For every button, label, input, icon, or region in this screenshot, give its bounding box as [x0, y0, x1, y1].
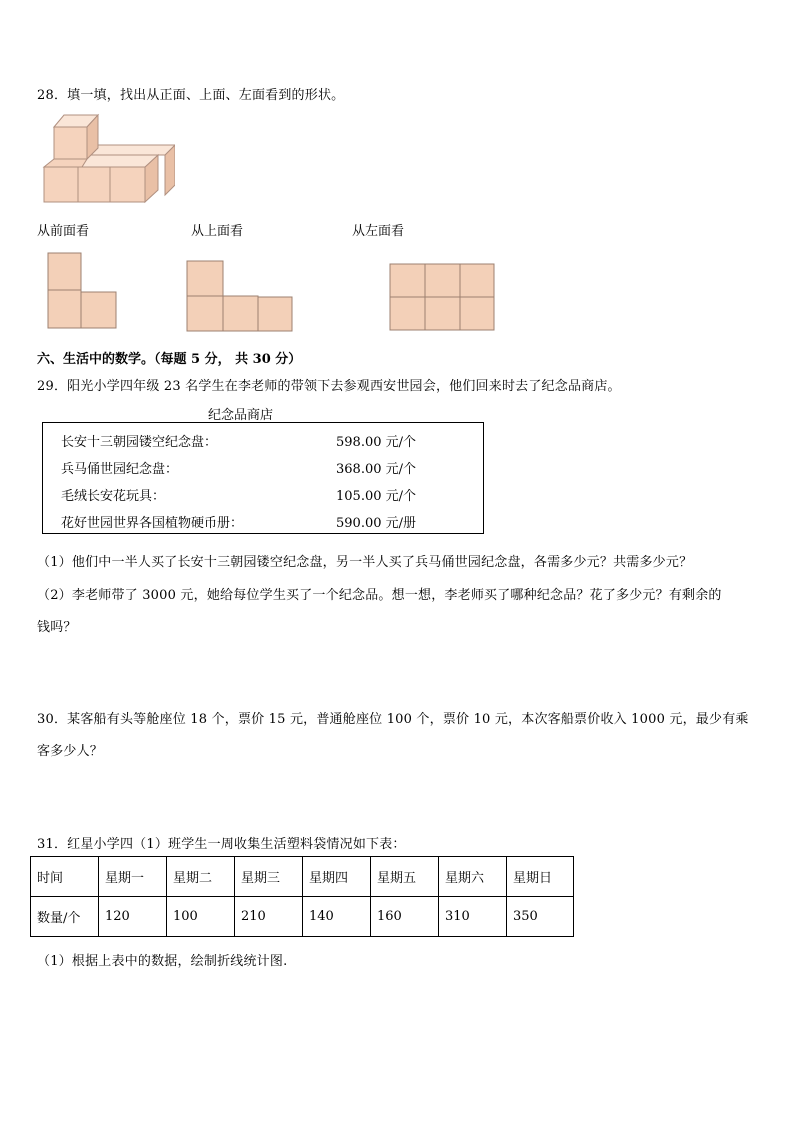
table-cell: 星期三: [235, 857, 303, 897]
item-name: 兵马俑世园纪念盘：: [61, 462, 179, 477]
q29-text: 29．阳光小学四年级 23 名学生在李老师的带领下去参观西安世园会，他们回来时去了纪念品商店。: [37, 379, 621, 394]
table-header-row: [31, 857, 574, 897]
table-cell: 数量/个: [31, 897, 99, 937]
cube-stack-figure: [40, 110, 175, 205]
item-name: 毛绒长安花玩具：: [61, 489, 166, 504]
table-cell: 310: [439, 897, 507, 937]
item-price: 105.00 元/个: [336, 489, 416, 504]
q31-sub1: （1）根据上表中的数据，绘制折线统计图.: [37, 954, 288, 969]
view-label-left: 从左面看: [352, 224, 405, 239]
shop-title: 纪念品商店: [208, 408, 274, 423]
table-cell: 350: [507, 897, 574, 937]
item-price: 368.00 元/个: [336, 462, 416, 477]
item-price: 590.00 元/册: [336, 516, 416, 531]
table-cell: 120: [99, 897, 167, 937]
item-name: 长安十三朝园镂空纪念盘：: [61, 435, 218, 450]
table-cell: 210: [235, 897, 303, 937]
table-row: [31, 897, 574, 937]
q29-sub2-line1: （2）李老师带了 3000 元，她给每位学生买了一个纪念品。想一想，李老师买了哪种纪念品？花了多少元？有剩余的: [37, 588, 722, 603]
top-view-figure: [186, 260, 294, 333]
item-price: 598.00 元/个: [336, 435, 416, 450]
q28-text: 28．填一填，找出从正面、上面、左面看到的形状。: [37, 88, 345, 103]
q29-sub2-line2: 钱吗？: [37, 620, 77, 635]
q29-sub1: （1）他们中一半人买了长安十三朝园镂空纪念盘，另一半人买了兵马俑世园纪念盘，各需多少元？共需多少元？: [37, 555, 693, 570]
item-name: 花好世园世界各国植物硬币册：: [61, 516, 244, 531]
table-cell: 160: [371, 897, 439, 937]
table-cell: 星期五: [371, 857, 439, 897]
q30-line2: 客多少人？: [37, 744, 104, 759]
left-view-figure: [389, 263, 497, 333]
view-label-top: 从上面看: [191, 224, 244, 239]
table-cell: 140: [303, 897, 371, 937]
view-label-front: 从前面看: [37, 224, 90, 239]
front-view-figure: [47, 252, 119, 332]
table-cell: 星期六: [439, 857, 507, 897]
q31-text: 31．红星小学四（1）班学生一周收集生活塑料袋情况如下表：: [37, 837, 406, 852]
table-cell: 时间: [31, 857, 99, 897]
table-cell: 星期一: [99, 857, 167, 897]
table-cell: 100: [167, 897, 235, 937]
table-cell: 星期日: [507, 857, 574, 897]
table-cell: 星期四: [303, 857, 371, 897]
price-list-box: [42, 422, 484, 534]
table-cell: 星期二: [167, 857, 235, 897]
bags-table: [30, 856, 574, 937]
q30-line1: 30．某客船有头等舱座位 18 个，票价 15 元，普通舱座位 100 个，票价 10 元，本次客船票价收入 1000 元，最少有乘: [37, 712, 749, 727]
section-heading: 六、生活中的数学。（每题 5 分， 共 30 分）: [37, 352, 302, 367]
